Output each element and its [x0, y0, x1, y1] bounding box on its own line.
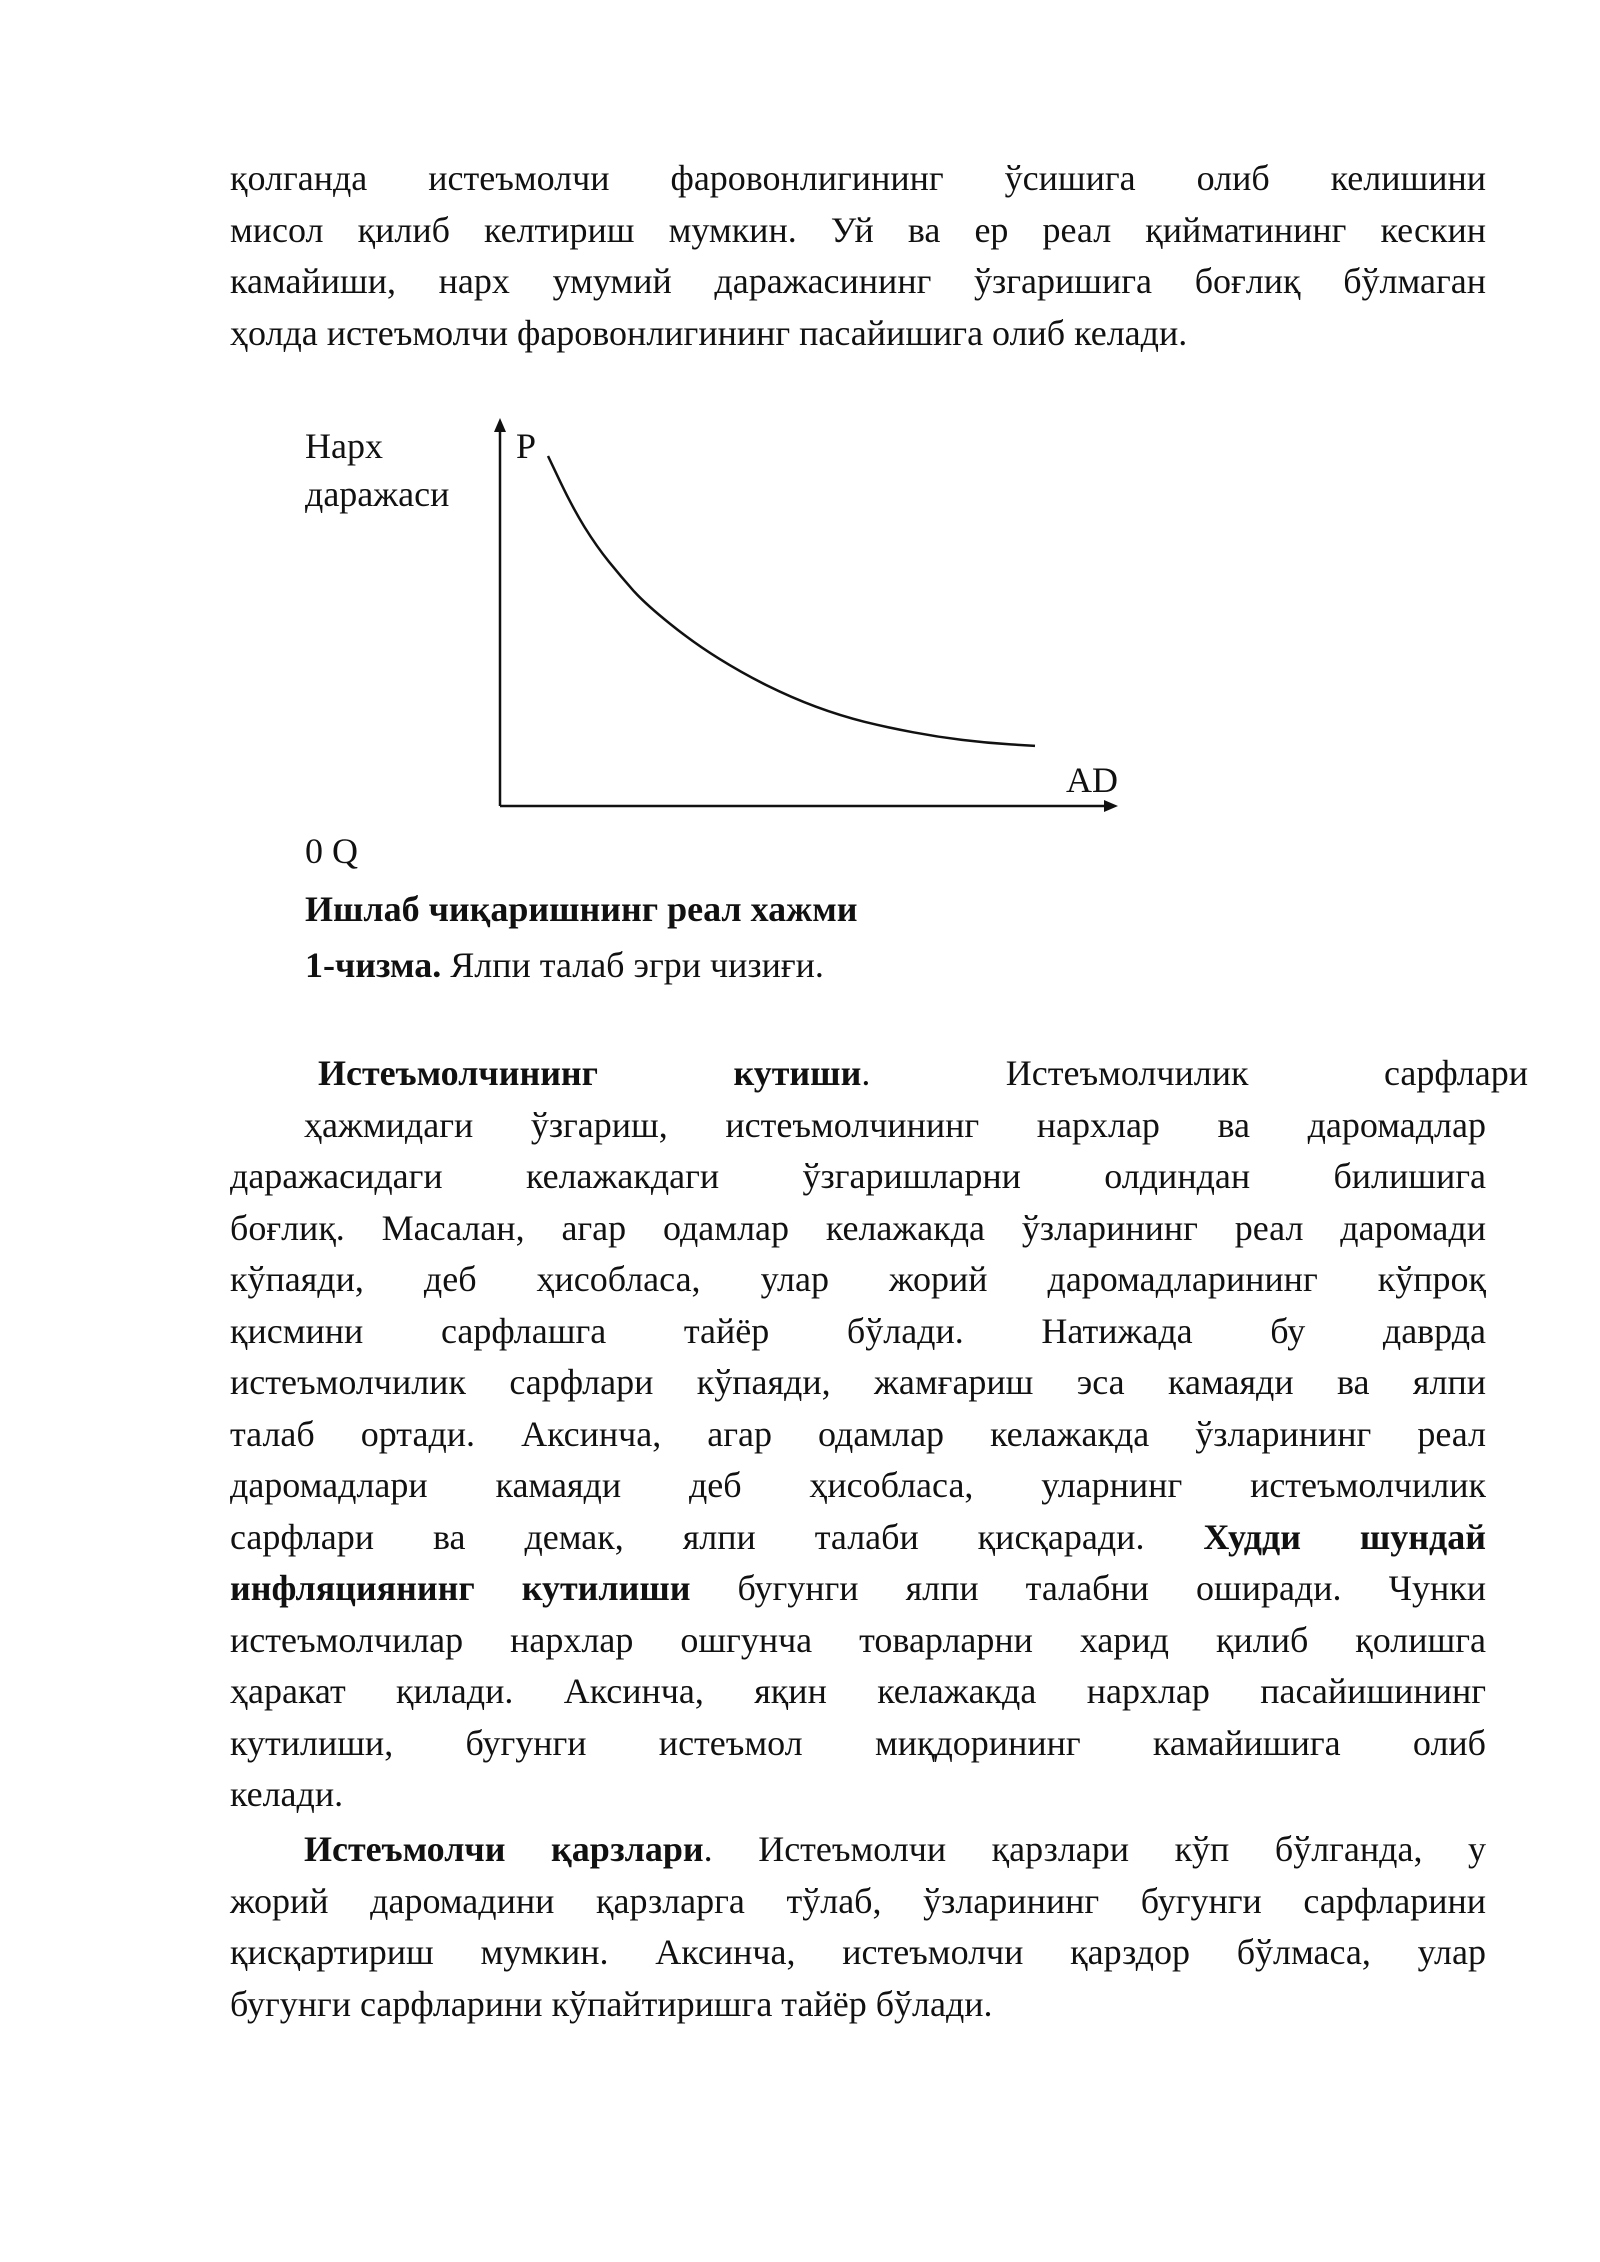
text-line: қисқартириш мумкин. Аксинча, истеъмолчи қарздор бўлмаса, улар: [230, 1932, 1486, 1972]
bold-phrase: Худди шундай: [1203, 1516, 1486, 1557]
y-axis-label-line2: даражаси: [305, 474, 450, 514]
text-line: боғлиқ. Масалан, агар одамлар келажакда ўзларининг реал даромади: [230, 1207, 1486, 1248]
text-line: камайиши, нарх умумий даражасининг ўзгаришига боғлиқ бўлмаган: [230, 261, 1486, 301]
text-line: келади.: [230, 1774, 344, 1814]
text-line: инфляциянинг кутилиши бугунги ялпи талабни оширади. Чунки: [230, 1568, 1486, 1608]
y-axis-arrow: [494, 418, 506, 432]
text-line: Истеъмолчининг кутиши. Истеъмолчилик сарфлари: [318, 1053, 1529, 1093]
ad-curve: [548, 456, 1035, 746]
y-axis-symbol: P: [516, 426, 537, 466]
aggregate-demand-figure: [300, 418, 1160, 838]
text-line: жорий даромадини қарзларга тўлаб, ўзларининг бугунги сарфларини: [230, 1880, 1486, 1921]
text-line: мисол қилиб келтириш мумкин. Уй ва ер реал қийматининг кескин: [230, 209, 1486, 250]
text-line: ҳажмидаги ўзгариш, истеъмолчининг нархлар ва даромадлар: [304, 1104, 1486, 1145]
text-line: қисмини сарфлашга тайёр бўлади. Натижада бу даврда: [230, 1310, 1486, 1351]
text-line: даромадлари камаяди деб ҳисобласа, уларнинг истеъмолчилик: [230, 1465, 1486, 1505]
text-line: кўпаяди, деб ҳисобласа, улар жорий даромадларининг кўпроқ: [230, 1259, 1486, 1299]
text-line: ҳолда истеъмолчи фаровонлигининг пасайишига олиб келади.: [230, 312, 1188, 353]
text-line: истеъмолчилар нархлар ошгунча товарларни харид қилиб қолишга: [230, 1619, 1486, 1660]
bold-phrase: инфляциянинг кутилиши: [230, 1568, 691, 1608]
y-axis-label-line1: Нарх: [305, 426, 383, 466]
x-axis-label: Ишлаб чиқаришнинг реал хажми: [305, 889, 858, 929]
text-line: талаб ортади. Аксинча, агар одамлар келажакда ўзларининг реал: [230, 1413, 1486, 1454]
text-line: кутилиши, бугунги истеъмол миқдорининг камайишига олиб: [230, 1722, 1486, 1763]
text-line: истеъмолчилик сарфлари кўпаяди, жамғариш эса камаяди ва ялпи: [230, 1362, 1486, 1402]
text-line: сарфлари ва демак, ялпи талаби қисқаради. Худди шундай: [230, 1516, 1486, 1557]
paragraph-intro: [230, 153, 1486, 359]
paragraph-expectations: [230, 1048, 1529, 1821]
origin-label: 0 Q: [305, 831, 358, 871]
section-heading: Истеъмолчи қарзлари: [304, 1829, 704, 1869]
text-line: даражасидаги келажакдаги ўзгаришларни олдиндан билишига: [230, 1156, 1486, 1196]
text-line: ҳаракат қилади. Аксинча, яқин келажакда нархлар пасайишининг: [230, 1671, 1486, 1711]
text-line: бугунги сарфларини кўпайтиришга тайёр бўлади.: [230, 1983, 993, 2024]
text-line: Истеъмолчи қарзлари. Истеъмолчи қарзлари кўп бўлганда, у: [304, 1829, 1487, 1869]
x-axis-arrow: [1104, 800, 1118, 812]
ad-curve-label: AD: [1066, 760, 1118, 800]
figure-number: 1-чизма.: [305, 945, 442, 985]
text-line: қолганда истеъмолчи фаровонлигининг ўсишига олиб келишини: [230, 158, 1486, 198]
figure-caption: [305, 937, 824, 993]
paragraph-debts: [230, 1824, 1486, 2030]
section-heading: Истеъмолчининг кутиши: [318, 1053, 862, 1093]
ad-chart-svg: [300, 418, 1160, 838]
figure-title: Ялпи талаб эгри чизиғи.: [441, 945, 824, 985]
